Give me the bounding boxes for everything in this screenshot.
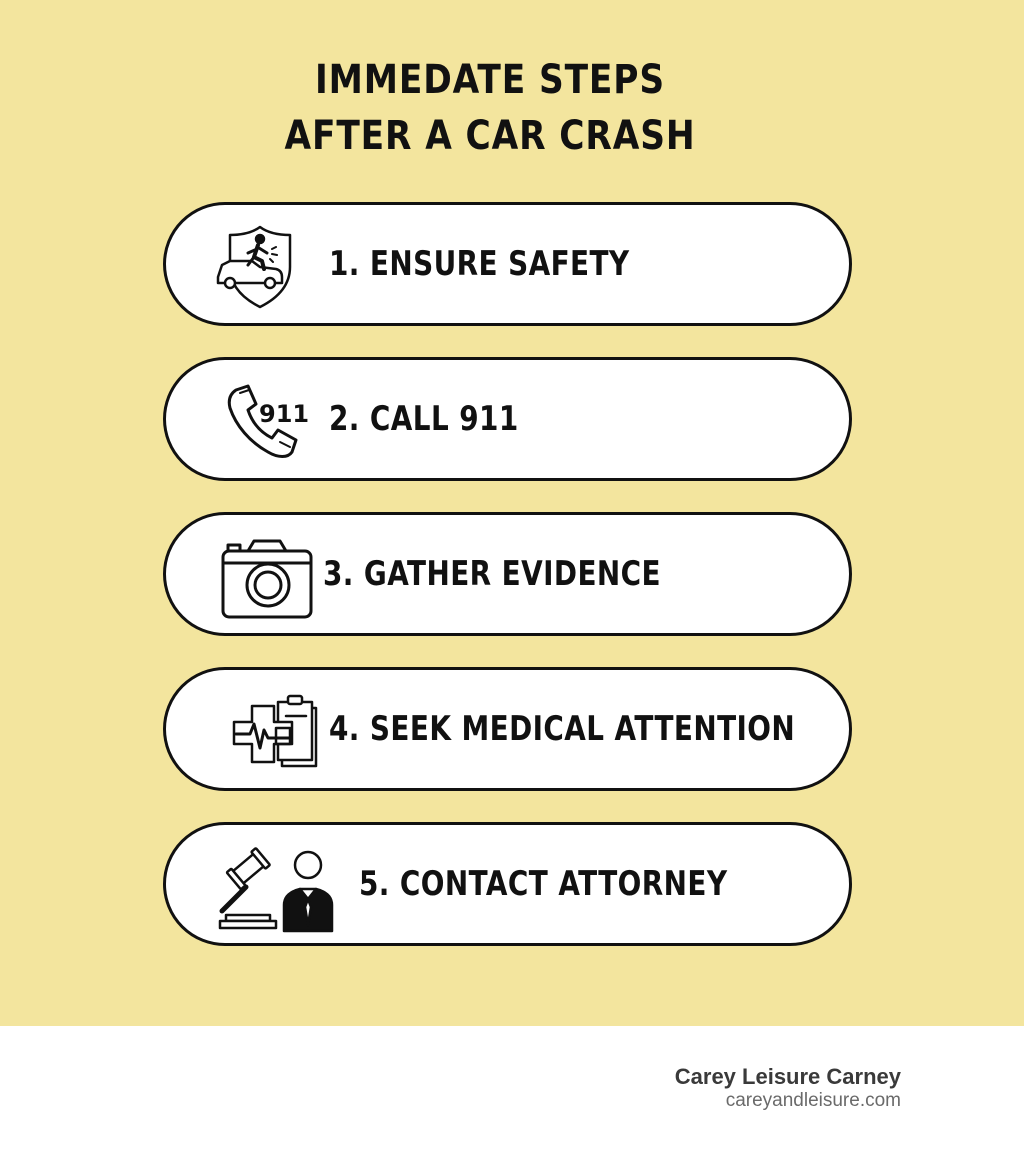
step-label: 1. ENSURE SAFETY <box>329 244 630 284</box>
step-card-call-911 <box>163 357 852 481</box>
medical-cross-clipboard-icon <box>228 686 324 778</box>
title-line-2: AFTER A CAR CRASH <box>284 113 696 159</box>
title-line-1: IMMEDATE STEPS <box>315 57 665 103</box>
shield-car-crash-icon <box>212 221 308 313</box>
step-label: 4. SEEK MEDICAL ATTENTION <box>329 709 796 749</box>
brand-name: Carey Leisure Carney <box>674 1064 901 1089</box>
step-card-ensure-safety <box>163 202 852 326</box>
step-label: 5. CONTACT ATTORNEY <box>359 864 728 904</box>
brand-url[interactable]: careyandleisure.com <box>725 1090 901 1111</box>
step-card-contact-attorney <box>163 822 852 946</box>
phone-911-icon-text: 911 <box>259 400 310 428</box>
gavel-attorney-icon <box>216 841 338 933</box>
page-title <box>69 52 912 164</box>
step-label: 2. CALL 911 <box>329 399 519 439</box>
step-label: 3. GATHER EVIDENCE <box>323 554 661 594</box>
step-card-seek-medical-attention <box>163 667 852 791</box>
step-card-gather-evidence <box>163 512 852 636</box>
phone-911-icon <box>218 376 314 468</box>
camera-icon <box>218 531 314 623</box>
